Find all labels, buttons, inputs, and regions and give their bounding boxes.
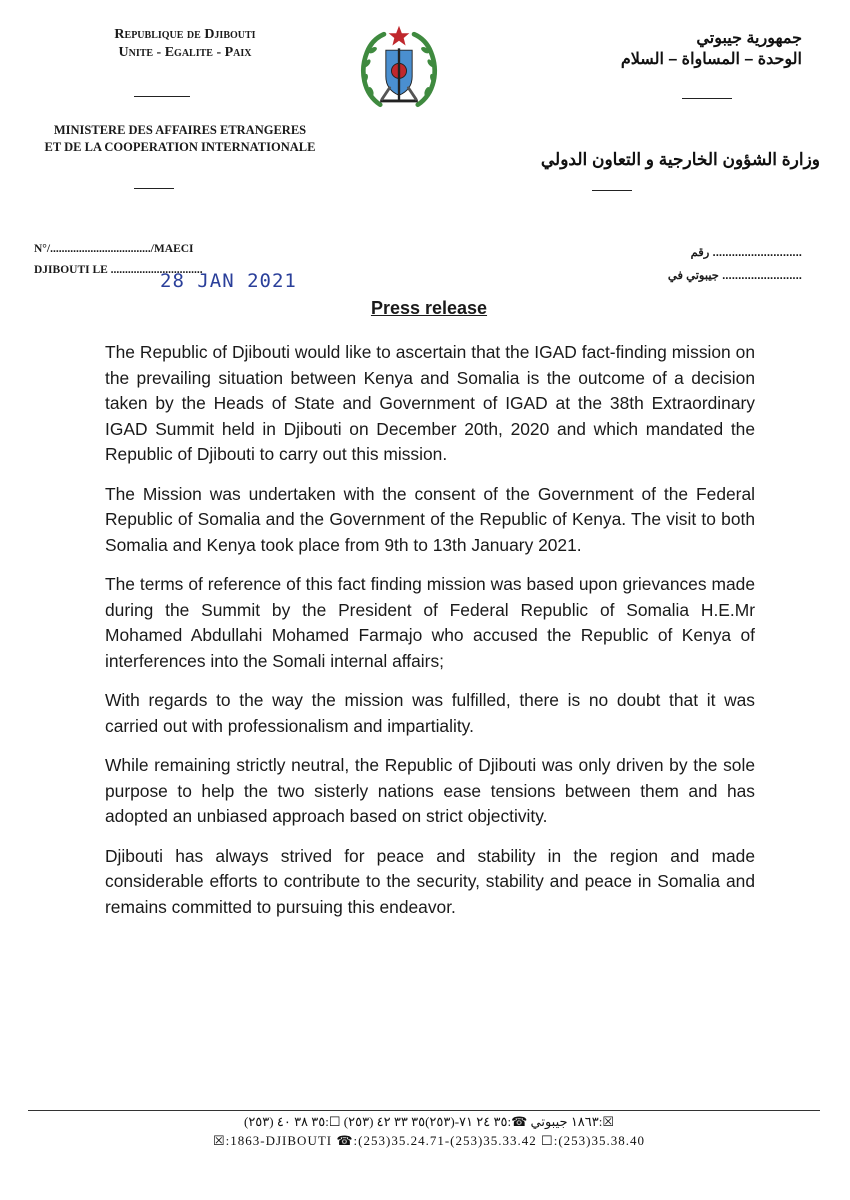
ar-ministry: وزارة الشؤون الخارجية و التعاون الدولي [540,150,820,169]
divider [592,190,632,191]
footer-arabic: ☒:١٨٦٣ جيبوتي ☎:٣٥ ٢٤ ٧١-(٢٥٣)٣٥ ٣٣ ٤٢ (٢٥٣) ☐:٣٥ ٣٨ ٤٠ (٢٥٣) [243,1114,615,1129]
djibouti-emblem-icon [352,22,446,116]
fr-ministry-line-2: ET DE LA COOPERATION INTERNATIONALE [44,140,316,154]
paragraph: With regards to the way the mission was fulfilled, there is no doubt that it was carried out with professionalism and impartiality. [105,690,755,736]
footer-divider [28,1110,820,1111]
reference-number: N°/.................................../MAECI [34,243,194,255]
ar-reference-place: ......................... جيبوتي في [667,270,802,282]
paragraph: The terms of reference of this fact finding mission was based upon grievances made during the Summit by the President of Federal Republic of Somalia H.E.Mr Mohamed Abdullahi Mohamed Farmajo who accused the Republic of Kenya of interferences into the Somali internal affairs; [105,574,755,671]
ar-country: جمهورية جيبوتي [696,30,802,47]
divider [134,96,190,97]
divider [134,188,174,189]
fr-country: Republique de Djibouti [114,27,256,42]
reference-place: DJIBOUTI LE ................................ [34,264,203,276]
document-body [105,340,755,934]
paragraph: Djibouti has always strived for peace and stability in the region and made considerable efforts to contribute to the security, stability and peace in Somalia and remains committed to pursuing this endeavor. [105,845,755,917]
fr-header [50,26,320,62]
fr-motto: Unite - Egalite - Paix [118,45,252,60]
paragraph: The Mission was undertaken with the consent of the Government of the Federal Republic of Somalia and the Government of the Republic of Kenya. The visit to both Somalia and Kenya took place from 9th to 13th January 2021. [105,483,755,555]
footer-french: ☒:1863-DJIBOUTI ☎:(253)35.24.71-(253)35.33.42 ☐:(253)35.38.40 [213,1133,645,1148]
divider [682,98,732,99]
ar-motto: الوحدة – المساواة – السلام [620,51,802,68]
paragraph: While remaining strictly neutral, the Republic of Djibouti was only driven by the sole purpose to help the two sisterly nations ease tensions between them and has adopted an unbiased approach based on strict objectivity. [105,755,755,826]
fr-ministry [20,122,340,156]
date-stamp: 28 JAN 2021 [160,270,297,292]
document-title: Press release [370,298,488,318]
ar-reference-number: ............................ رقم [690,247,802,259]
fr-ministry-line-1: MINISTERE DES AFFAIRES ETRANGERES [53,123,307,137]
paragraph: The Republic of Djibouti would like to ascertain that the IGAD fact-finding mission on the prevailing situation between Kenya and Somalia is the outcome of a decision taken by the Heads of State and Government of IGAD at the 38th Extraordinary IGAD Summit held in Djibouti on December 20th, 2020 and which mandated the Republic of Djibouti to carry out this mission. [105,342,755,464]
ar-header [542,28,802,70]
